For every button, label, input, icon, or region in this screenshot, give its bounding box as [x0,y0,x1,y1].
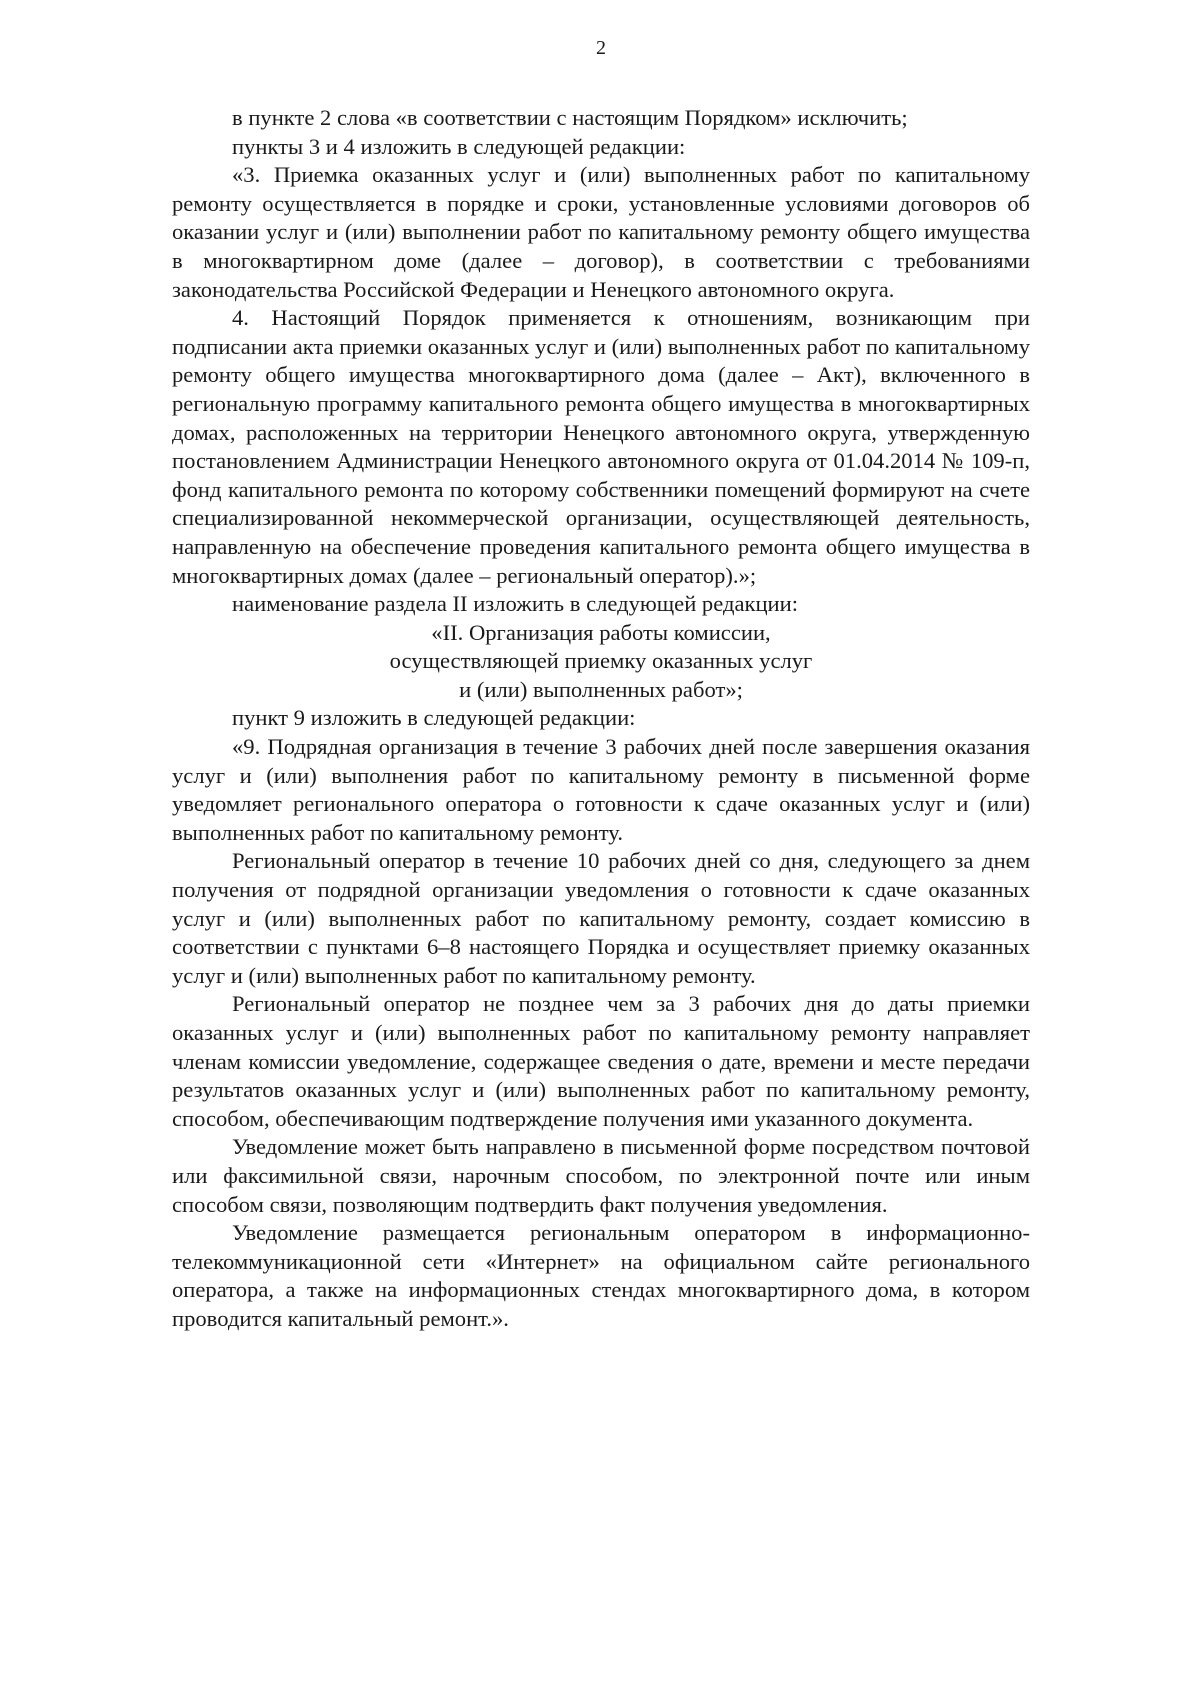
section-heading [172,619,1030,705]
paragraph: 4. Настоящий Порядок применяется к отношениям, возникающим при подписании акта приемки оказанных услуг и (или) выполненных работ по капитальному ремонту общего имущества многоквартирного дома (далее – Акт), включенного в региональную программу капитального ремонта общего имущества в многоквартирных домах, расположенных на территории Ненецкого автономного округа, утвержденную постановлением Администрации Ненецкого автономного округа от 01.04.2014 № 109-п, фонд капитального ремонта по которому собственники помещений формируют на счете специализированной некоммерческой организации, осуществляющей деятельность, направленную на обеспечение проведения капитального ремонта общего имущества в многоквартирных домах (далее – региональный оператор).»; [172,305,1030,588]
document-page [172,38,1030,1334]
paragraph: наименование раздела II изложить в следующей редакции: [232,591,799,617]
section-heading-line: осуществляющей приемку оказанных услуг [389,648,813,674]
paragraph: «9. Подрядная организация в течение 3 рабочих дней после завершения оказания услуг и (или) выполнения работ по капитальному ремонту в письменной форме уведомляет регионального оператора о готовности к сдаче оказанных услуг и (или) выполненных работ по капитальному ремонту. [172,734,1030,845]
page-number: 2 [596,37,606,59]
section-heading-line: и (или) выполненных работ»; [459,676,743,702]
paragraph: в пункте 2 слова «в соответствии с настоящим Порядком» исключить; [232,105,908,130]
section-heading-line: «II. Организация работы комиссии, [431,619,771,645]
paragraph: Региональный оператор в течение 10 рабочих дней со дня, следующего за днем получения от подрядной организации уведомления о готовности к сдаче оказанных услуг и (или) выполненных работ по капитальному ремонту, создает комиссию в соответствии с пунктами 6–8 настоящего Порядка и осуществляет приемку оказанных услуг и (или) выполненных работ по капитальному ремонту. [172,848,1030,988]
paragraph: Региональный оператор не позднее чем за 3 рабочих дня до даты приемки оказанных услуг и (или) выполненных работ по капитальному ремонту направляет членам комиссии уведомление, содержащее сведения о дате, времени и месте передачи результатов оказанных услуг и (или) выполненных работ по капитальному ремонту, способом, обеспечивающим подтверждение получения ими указанного документа. [172,991,1030,1131]
paragraph: пункты 3 и 4 изложить в следующей редакции: [232,133,686,159]
paragraph: Уведомление может быть направлено в письменной форме посредством почтовой или факсимильной связи, нарочным способом, по электронной почте или иным способом связи, позволяющим подтвердить факт получения уведомления. [172,1134,1030,1217]
paragraph: «3. Приемка оказанных услуг и (или) выполненных работ по капитальному ремонту осуществляется в порядке и сроки, установленные условиями договоров об оказании услуг и (или) выполнении работ по капитальному ремонту общего имущества в многоквартирном доме (далее – договор), в соответствии с требованиями законодательства Российской Федерации и Ненецкого автономного округа. [172,162,1030,302]
paragraph: пункт 9 изложить в следующей редакции: [232,705,636,731]
paragraph: Уведомление размещается региональным оператором в информационно-телекоммуникационной сети «Интернет» на официальном сайте регионального оператора, а также на информационных стендах многоквартирного дома, в котором проводится капитальный ремонт.». [172,1220,1030,1331]
